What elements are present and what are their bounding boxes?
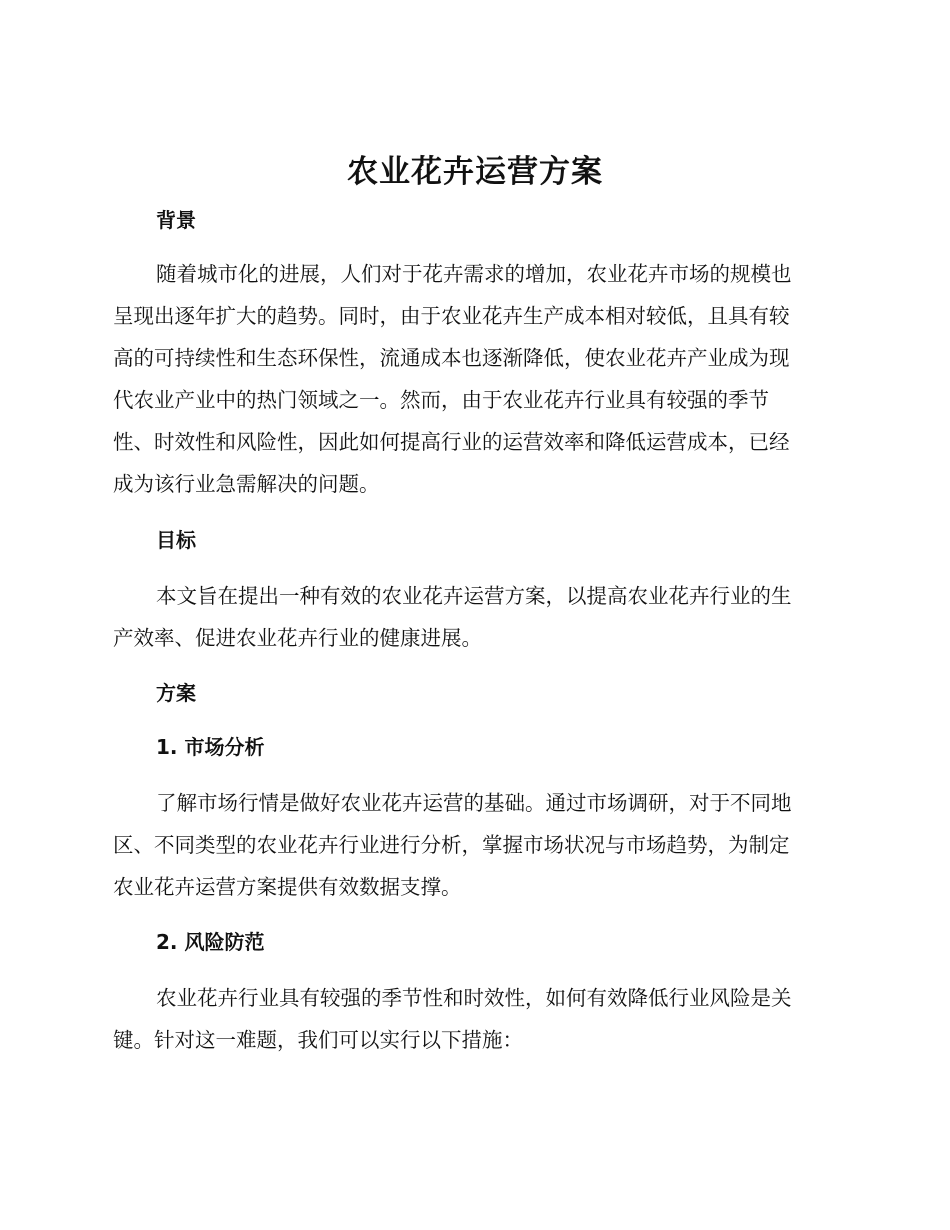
paragraph-line: 键。针对这一难题，我们可以实行以下措施： (113, 1028, 523, 1052)
paragraph-line: 区、不同类型的农业花卉行业进行分析，掌握市场状况与市场趋势，为制定 (113, 833, 790, 857)
paragraph-goal (113, 575, 833, 659)
paragraph-line: 农业花卉运营方案提供有效数据支撑。 (113, 875, 462, 899)
paragraph-line: 农业花卉行业具有较强的季节性和时效性，如何有效降低行业风险是关 (156, 986, 792, 1010)
paragraph-line: 本文旨在提出一种有效的农业花卉运营方案，以提高农业花卉行业的生 (156, 584, 792, 608)
paragraph-market-analysis (113, 782, 833, 908)
paragraph-background (113, 253, 833, 505)
paragraph-risk-prevention (113, 977, 833, 1061)
paragraph-line: 高的可持续性和生态环保性，流通成本也逐渐降低，使农业花卉产业成为现 (113, 346, 790, 370)
paragraph-line: 性、时效性和风险性，因此如何提高行业的运营效率和降低运营成本，已经 (113, 430, 790, 454)
paragraph-line: 产效率、促进农业花卉行业的健康进展。 (113, 626, 482, 650)
paragraph-line: 随着城市化的进展，人们对于花卉需求的增加，农业花卉市场的规模也 (156, 262, 792, 286)
document-title: 农业花卉运营方案 (347, 154, 603, 190)
section-heading-market-analysis: 1. 市场分析 (156, 735, 265, 759)
paragraph-line: 了解市场行情是做好农业花卉运营的基础。通过市场调研，对于不同地 (156, 791, 792, 815)
section-heading-risk-prevention: 2. 风险防范 (156, 930, 265, 954)
section-heading-plan: 方案 (156, 681, 196, 705)
paragraph-line: 成为该行业急需解决的问题。 (113, 472, 380, 496)
paragraph-line: 呈现出逐年扩大的趋势。同时，由于农业花卉生产成本相对较低，且具有较 (113, 304, 790, 328)
section-heading-goal: 目标 (156, 528, 196, 552)
paragraph-line: 代农业产业中的热门领域之一。然而，由于农业花卉行业具有较强的季节 (113, 388, 769, 412)
section-heading-background: 背景 (156, 208, 196, 232)
